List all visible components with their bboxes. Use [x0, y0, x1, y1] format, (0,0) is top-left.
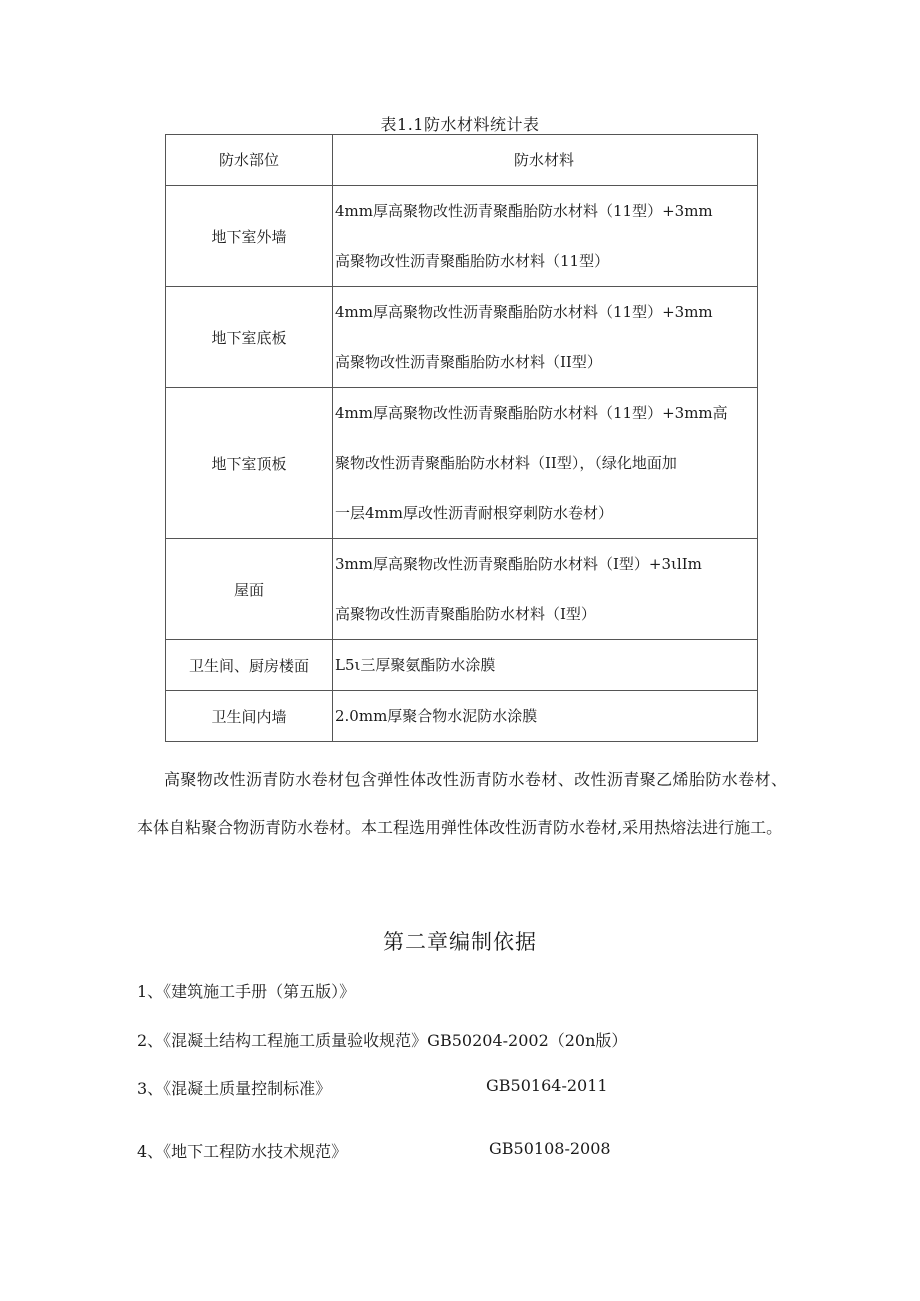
row-location: 地下室顶板 [166, 388, 333, 539]
reference-text: 4、《地下工程防水技术规范》 [137, 1142, 348, 1161]
table-header-row [166, 135, 758, 186]
row-material [333, 691, 758, 742]
table-row [166, 691, 758, 742]
table-row [166, 640, 758, 691]
material-line: 高聚物改性沥青聚酯胎防水材料（11型） [335, 252, 610, 270]
material-line: 高聚物改性沥青聚酯胎防水材料（II型） [335, 353, 602, 371]
reference-item [137, 1076, 608, 1099]
header-material: 防水材料 [333, 135, 758, 186]
material-line: 2.0mm厚聚合物水泥防水涂膜 [335, 707, 538, 725]
row-material [333, 388, 758, 539]
table-row [166, 287, 758, 388]
material-line: 4mm厚高聚物改性沥青聚酯胎防水材料（11型）+3mm [335, 202, 713, 220]
row-material [333, 640, 758, 691]
material-line: 4mm厚高聚物改性沥青聚酯胎防水材料（11型）+3mm高 [335, 404, 728, 422]
material-line: 4mm厚高聚物改性沥青聚酯胎防水材料（11型）+3mm [335, 303, 713, 321]
material-line: L5ι三厚聚氨酯防水涂膜 [335, 656, 496, 674]
reference-item [137, 979, 355, 1002]
reference-item [137, 1139, 611, 1162]
waterproof-material-table [165, 134, 758, 742]
reference-code: GB50108-2008 [489, 1139, 611, 1158]
row-location: 地下室外墙 [166, 186, 333, 287]
reference-text: 2、《混凝土结构工程施工质量验收规范》GB50204-2002（20n版） [137, 1031, 628, 1050]
row-location: 卫生间、厨房楼面 [166, 640, 333, 691]
table-caption: 表1.1防水材料统计表 [380, 115, 540, 134]
row-location: 地下室底板 [166, 287, 333, 388]
reference-text: 1、《建筑施工手册（第五版）》 [137, 982, 356, 1001]
row-location: 屋面 [166, 539, 333, 640]
row-material [333, 539, 758, 640]
reference-text: 3、《混凝土质量控制标准》 [137, 1079, 332, 1098]
table-row [166, 539, 758, 640]
reference-code: GB50164-2011 [486, 1076, 608, 1095]
row-material [333, 287, 758, 388]
material-line: 一层4mm厚改性沥青耐根穿刺防水卷材） [335, 504, 613, 522]
material-line: 3mm厚高聚物改性沥青聚酯胎防水材料（I型）+3ιlIm [335, 555, 702, 573]
paragraph-text: 高聚物改性沥青防水卷材包含弹性体改性沥青防水卷材、改性沥青聚乙烯胎防水卷材、本体自粘聚合物沥青防水卷材。本工程选用弹性体改性沥青防水卷材,采用热熔法进行施工。 [137, 770, 787, 837]
row-material [333, 186, 758, 287]
header-location: 防水部位 [166, 135, 333, 186]
reference-item [137, 1028, 627, 1051]
material-line: 高聚物改性沥青聚酯胎防水材料（I型） [335, 605, 596, 623]
row-location: 卫生间内墙 [166, 691, 333, 742]
table-row [166, 388, 758, 539]
body-paragraph [137, 756, 787, 852]
material-line: 聚物改性沥青聚酯胎防水材料（II型），（绿化地面加 [335, 454, 677, 472]
table-row [166, 186, 758, 287]
chapter-title: 第二章编制依据 [383, 930, 537, 954]
